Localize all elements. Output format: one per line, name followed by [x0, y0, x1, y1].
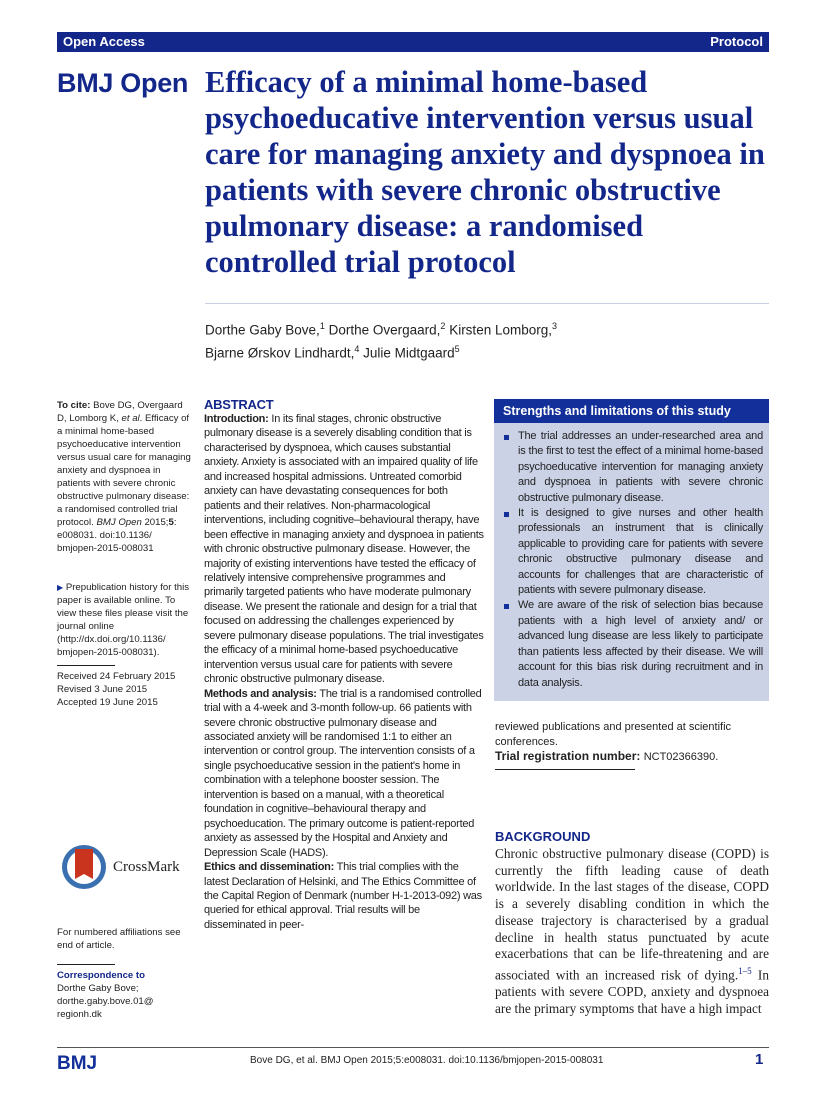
accepted-date: Accepted 19 June 2015 — [57, 697, 158, 708]
citation-block — [57, 399, 191, 555]
crossmark-label: CrossMark — [113, 858, 180, 875]
footer-divider — [57, 1047, 769, 1048]
cite-text: : e008031. doi:10.1136/ bmjopen-2015-008031 — [57, 517, 177, 554]
divider — [495, 769, 635, 770]
footer-citation: Bove DG, et al. BMJ Open 2015;5:e008031. doi:10.1136/bmjopen-2015-008031 — [250, 1055, 604, 1066]
abstract-methods — [204, 687, 484, 860]
revised-date: Revised 3 June 2015 — [57, 684, 148, 695]
abstract — [204, 398, 484, 932]
cite-volume: 5 — [168, 517, 174, 528]
header-bar — [57, 32, 769, 52]
author: Bjarne Ørskov Lindhardt, — [205, 345, 355, 360]
body-paragraph — [495, 846, 769, 1017]
cite-etal: et al — [121, 413, 140, 424]
box-heading: Strengths and limitations of this study — [494, 399, 769, 423]
body-text: In patients with severe COPD, anxiety and dyspnoea are the primary symptoms that have a high impact — [495, 967, 769, 1016]
journal-logo: BMJ Open — [57, 68, 189, 98]
reference-link[interactable]: 1–5 — [738, 965, 752, 976]
author-list — [205, 317, 705, 362]
sidebar — [57, 399, 191, 709]
list-item: The trial addresses an under-researched area and is the first to test the effect of a minimal home-based psychoeducative intervention for managing anxiety and dyspnoea in patients with severe chronic obstructive pulmonary disease. — [502, 429, 763, 506]
correspondence-email[interactable]: dorthe.gaby.bove.01@ regionh.dk — [57, 996, 154, 1020]
divider — [57, 964, 115, 965]
open-access-label: Open Access — [63, 34, 145, 49]
affiliation-ref: 3 — [552, 321, 558, 331]
abstract-ethics — [204, 860, 484, 932]
correspondence-label: Correspondence to — [57, 970, 145, 981]
body-text: Chronic obstructive pulmonary disease (COPD) is currently the fifth leading cause of death worldwide. In the last stages of the disease, COPD is a severely disabling condition in which the disease trajectory is characterised by a gradual decline in health status punctuated by acute exacerbations that can be life-threatening and are associated with an increased risk of dying. — [495, 846, 769, 983]
cite-journal: BMJ Open — [96, 517, 142, 528]
section-heading: BACKGROUND — [495, 829, 591, 844]
abstract-introduction — [204, 412, 484, 687]
affiliation-ref: 5 — [454, 343, 460, 354]
crossmark-badge[interactable] — [60, 843, 180, 891]
affiliation-ref: 1 — [319, 321, 325, 331]
prepub-text[interactable]: Prepublication history for this paper is available online. To view these files please visit the journal online (http://dx.doi.org/10.1136/ bmjopen-2015-008031). — [57, 582, 190, 658]
registration-label: Trial registration number: — [495, 749, 641, 763]
received-date: Received 24 February 2015 — [57, 671, 176, 682]
background-section — [495, 829, 769, 1017]
page-number: 1 — [755, 1051, 764, 1068]
abstract-continuation — [495, 720, 770, 774]
author: Dorthe Overgaard, — [328, 322, 441, 338]
author: Kirsten Lomborg, — [449, 322, 552, 338]
registration-number[interactable]: NCT02366390. — [643, 751, 719, 763]
correspondence-name: Dorthe Gaby Bove; — [57, 983, 139, 994]
crossmark-icon — [60, 843, 108, 891]
cite-text: 2015; — [144, 517, 169, 528]
abstract-heading: ABSTRACT — [204, 397, 274, 412]
author: Julie Midtgaard — [363, 345, 455, 360]
cite-text: Bove DG, Overgaard D, Lomborg K, — [57, 400, 183, 424]
affiliation-ref: 2 — [440, 321, 446, 331]
strengths-list — [494, 423, 769, 691]
cite-label: To cite: — [57, 400, 91, 411]
divider — [57, 665, 115, 666]
divider — [205, 303, 769, 304]
author: Dorthe Gaby Bove, — [205, 322, 320, 338]
continuation-text: reviewed publications and presented at scientific conferences. — [495, 721, 732, 748]
article-title: Efficacy of a minimal home-based psychoeducative intervention versus usual care for managing anxiety and dyspnoea in patients with severe chronic obstructive pulmonary disease: a randomised controlled trial protocol — [205, 65, 765, 279]
affiliations-block — [57, 926, 191, 1021]
section-text: In its final stages, chronic obstructive pulmonary disease is a severely disabling condition that is characterised by dyspnoea, which causes substantial anxiety. Anxiety is associated with an impaired quality of life and increased hospital admissions. Untreated comorbid anxiety can have devastating consequences for both patients and their relatives. Non-pharmacological interventions, including cognitive–behavioural therapy, have been effective in managing anxiety and dyspnoea in patients with chronic obstructive pulmonary disease. However, the majority of existing interventions have tested the efficacy of relatively intensive comprehensive programmes and primarily targeted patients who have moderate pulmonary disease. We present the rationale and design for a trial that focused on addressing the challenges experienced by severe pulmonary disease populations. The trial investigates the efficacy of a minimal home-based psychoeducative intervention versus usual care for patients with severe chronic obstructive pulmonary disease. — [204, 413, 484, 686]
section-label: Methods and analysis: — [204, 687, 317, 700]
section-label: Ethics and dissemination: — [204, 861, 335, 874]
section-label: Introduction: — [204, 413, 269, 425]
affiliation-ref: 4 — [354, 343, 360, 354]
list-item: It is designed to give nurses and other health professionals an instrument that is clinically applicable to providing care for patients with severe chronic obstructive pulmonary disease and accounts for challenges that are characteristic of patients with severe pulmonary disease. — [502, 506, 763, 598]
section-text: The trial is a randomised controlled trial with a 4-week and 3-month follow-up. 66 patients with severe chronic obstructive pulmonary disease and associated anxiety will be randomised 1:1 to either an intervention or control group. The intervention consists of a single psychoeducative session in the patient's home in combination with a telephone booster session. The intervention is based on a manual, with a theoretical foundation in cognitive–behavioural therapy and psychoeducation. The primary outcome is patient-reported anxiety as assessed by the Hospital and Anxiety and Depression Scale (HADS). — [204, 687, 482, 859]
cite-text: . Efficacy of a minimal home-based psychoeducative intervention versus usual care for managing anxiety and dyspnoea in patients with severe chronic obstructive pulmonary disease: a randomised controlled trial protocol. — [57, 413, 191, 528]
strengths-limitations-box — [494, 399, 769, 701]
triangle-icon: ▶ — [57, 583, 64, 592]
bmj-logo: BMJ — [57, 1053, 98, 1074]
affiliations-note: For numbered affiliations see end of article. — [57, 927, 181, 951]
list-item: We are aware of the risk of selection bias because patients with a high level of anxiety and/ or advanced lung disease are less likely to participate than patients less affected by their disease. We will account for this bias risk during recruitment and in data analysis. — [502, 598, 763, 690]
article-type-label: Protocol — [710, 34, 763, 49]
prepub-note — [57, 581, 191, 659]
section-text: This trial complies with the latest Declaration of Helsinki, and The Ethics Committee of the Capital Region of Denmark (number H-1-2013-092) was queried for ethical approval. Trial results will be disseminated in peer- — [204, 861, 482, 931]
